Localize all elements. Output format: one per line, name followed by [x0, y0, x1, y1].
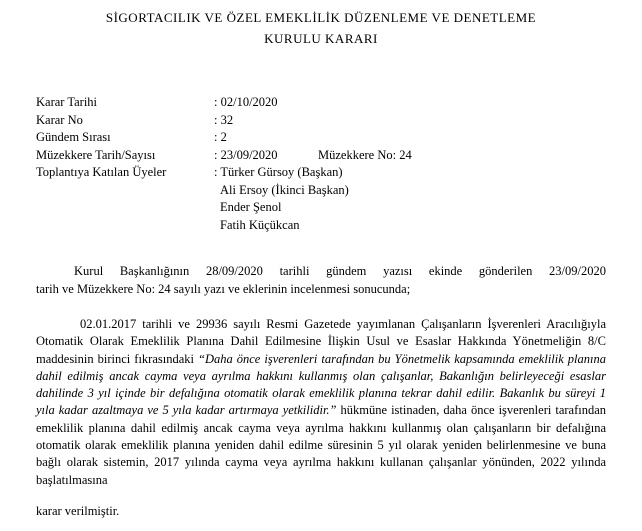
decision-paragraph: [36, 316, 606, 489]
closing-line: karar verilmiştir.: [36, 504, 120, 518]
karar-no-value: : 32: [214, 112, 234, 127]
muzekkere-no: Müzekkere No: 24: [318, 147, 412, 162]
gundem-sirasi-label: Gündem Sırası: [36, 130, 111, 144]
katilan-uyeler-label: Toplantıya Katılan Üyeler: [36, 165, 167, 179]
member-name: Fatih Küçükcan: [220, 217, 300, 232]
member-name: Ali Ersoy (İkinci Başkan): [220, 182, 349, 197]
decision-text-end: hükmüne istinaden, daha önce işverenleri tarafından emeklilik planına dahil edilmiş ancak cayma veya ayrılma hakkını kullanmış olan çalışanların bir defalığına otomatik olarak emeklilik planına yeniden dahil edilme süresinin 5 yıl olarak yeniden belirlenmesine ve buna bağlı olarak sistemin, 2017 yılında cayma veya ayrılma hakkını kullanan çalışanlar yönünden, 2022 yılında başlatılmasına: [36, 403, 607, 487]
regulation-quote: “Daha önce işverenleri tarafından bu Yönetmelik kapsamında emeklilik planına dahil edilmiş ancak cayma veya ayrılma hakkını kullanmış olan çalışanlar, Bakanlığın belirleyeceği esaslar dahilinde 3 yıl içinde bir defalığına otomatik olarak emeklilik planına tekrar dahil edilir. Bakanlık bu süreyi 1 yıla kadar azaltmaya ve 5 yıla kadar artırmaya yetkilidir.”: [36, 351, 606, 418]
karar-no-label: Karar No: [36, 112, 83, 127]
decision-text-start: 02.01.2017 tarihli ve 29936 sayılı Resmi Gazetede yayımlanan Çalışanların İşverenleri Aracılığıyla Otomatik Olarak Emeklilik Planına Dahil Edilmesine İlişkin Usul ve Esaslar Hakkında Yönetmeliğin 8/C maddesinin birinci fıkrasındaki: [36, 317, 606, 366]
karar-tarihi-label: Karar Tarihi: [36, 95, 98, 109]
intro-line-1: Kurul Başkanlığının 28/09/2020 tarihli gündem yazısı ekinde gönderilen 23/09/2020: [74, 264, 606, 278]
katilan-uyeler-baskan: : Türker Gürsoy (Başkan): [214, 165, 343, 179]
member-name: Ender Şenol: [220, 200, 282, 214]
karar-tarihi-value: : 02/10/2020: [214, 95, 278, 109]
muzekkere-label: Müzekkere Tarih/Sayısı: [36, 147, 156, 162]
intro-paragraph: [36, 262, 606, 298]
intro-line-2: tarih ve Müzekkere No: 24 sayılı yazı ve eklerinin incelenmesi sonucunda;: [36, 282, 411, 296]
gundem-sirasi-value: : 2: [214, 130, 227, 144]
muzekkere-value: : 23/09/2020: [214, 147, 278, 162]
document-title-line-1: SİGORTACILIK VE ÖZEL EMEKLİLİK DÜZENLEME VE DENETLEME: [105, 10, 537, 25]
document-title-line-2: KURULU KARARI: [264, 31, 378, 46]
